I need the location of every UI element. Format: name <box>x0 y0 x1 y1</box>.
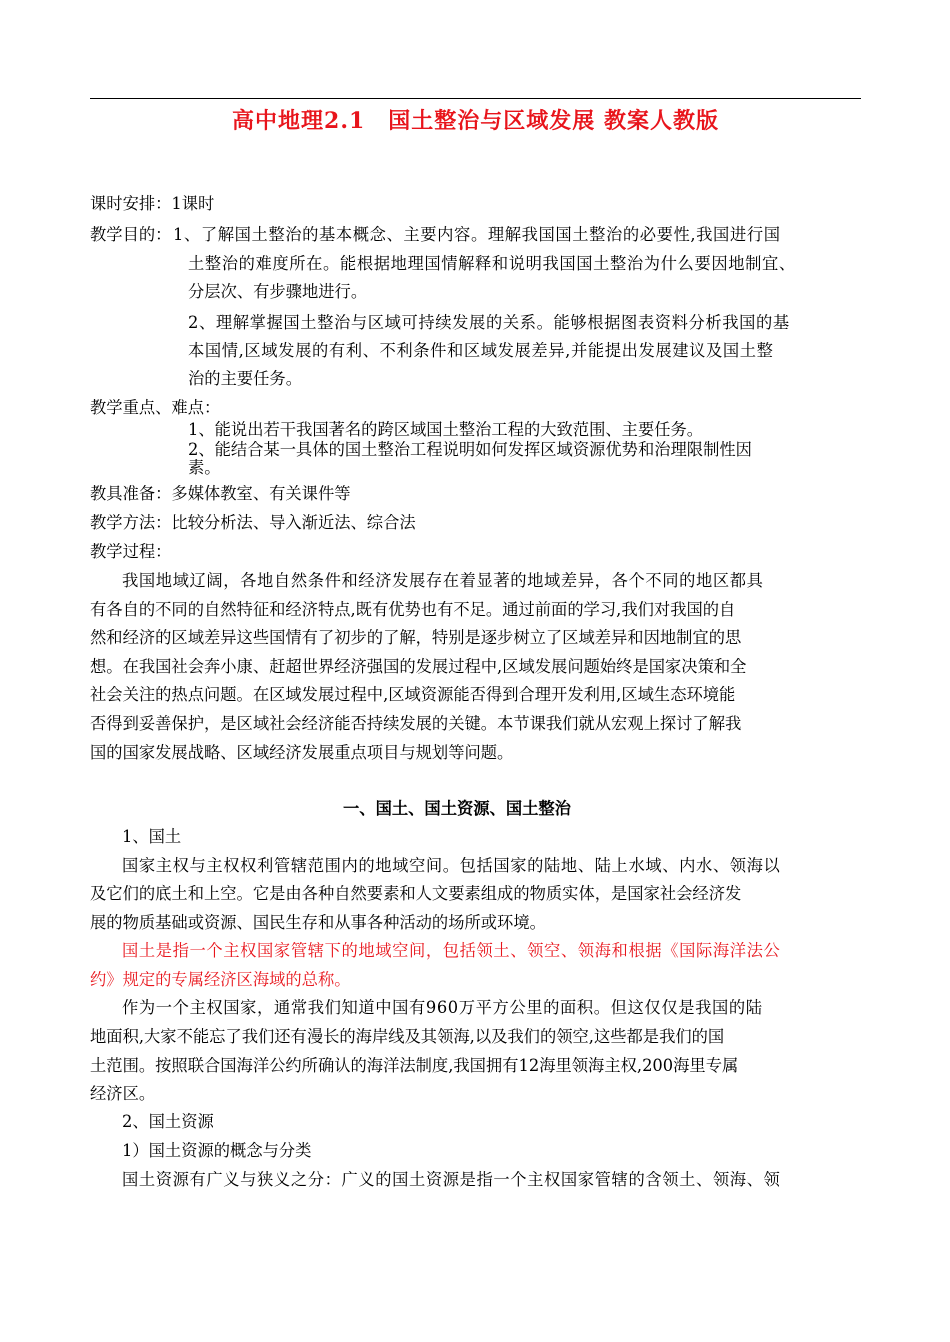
area-line-1: 作为一个主权国家，通常我们知道中国有960万平方公里的面积。但这仅仅是我国的陆 <box>122 998 763 1017</box>
territory-line-2: 及它们的底土和上空。它是由各种自然要素和人文要素组成的物质实体，是国家社会经济发 <box>90 884 742 903</box>
territory-line-3: 展的物质基础或资源、国民生存和从事各种活动的场所或环境。 <box>90 913 546 932</box>
purpose-2-line-1: 2、理解掌握国土整治与区域可持续发展的关系。能够根据图表资料分析我国的基 <box>188 313 790 332</box>
intro-line-6: 否得到妥善保护，是区域社会经济能否持续发展的关键。本节课我们就从宏观上探讨了解我 <box>90 714 742 733</box>
key-point-2: 2、能结合某一具体的国土整治工程说明如何发挥区域资源优势和治理限制性因 <box>188 440 752 459</box>
area-line-4: 经济区。 <box>90 1084 156 1103</box>
territory-line-1: 国家主权与主权权利管辖范围内的地域空间。包括国家的陆地、陆上水域、内水、领海以 <box>122 856 781 875</box>
definition-line-1: 国土是指一个主权国家管辖下的地域空间，包括领土、领空、领海和根据《国际海洋法公 <box>122 941 781 960</box>
subsection-2-1-heading: 1）国土资源的概念与分类 <box>122 1141 312 1160</box>
purpose-1-line-1: 1、了解国土整治的基本概念、主要内容。理解我国国土整治的必要性,我国进行国 <box>173 225 781 244</box>
purpose-2-line-2: 本国情,区域发展的有利、不利条件和区域发展差异,并能提出发展建议及国土整 <box>188 341 774 360</box>
intro-line-1: 我国地域辽阔，各地自然条件和经济发展存在着显著的地域差异，各个不同的地区都具 <box>122 571 764 590</box>
top-rule <box>90 98 861 99</box>
intro-line-2: 有各自的不同的自然特征和经济特点,既有优势也有不足。通过前面的学习,我们对我国的自 <box>90 600 736 619</box>
key-point-2-cont: 素。 <box>188 458 221 477</box>
key-point-1: 1、能说出若干我国著名的跨区域国土整治工程的大致范围、主要任务。 <box>188 420 704 439</box>
methods-line: 教学方法：比较分析法、导入渐近法、综合法 <box>90 513 416 532</box>
purpose-heading: 教学目的： <box>90 225 172 244</box>
purpose-1-line-3: 分层次、有步骤地进行。 <box>188 282 368 301</box>
area-line-2: 地面积,大家不能忘了我们还有漫长的海岸线及其领海,以及我们的领空,这些都是我们的国 <box>90 1027 725 1046</box>
page-title: 高中地理2.1 国土整治与区域发展 教案人教版 <box>232 108 719 134</box>
tools-line: 教具准备：多媒体教室、有关课件等 <box>90 484 351 503</box>
area-line-3: 土范围。按照联合国海洋公约所确认的海洋法制度,我国拥有12海里领海主权,200海里专属 <box>90 1056 739 1075</box>
purpose-2-line-3: 治的主要任务。 <box>188 369 302 388</box>
process-heading: 教学过程： <box>90 542 172 561</box>
intro-line-7: 国的国家发展战略、区域经济发展重点项目与规划等问题。 <box>90 743 514 762</box>
intro-line-4: 想。在我国社会奔小康、赶超世界经济强国的发展过程中,区域发展问题始终是国家决策和全 <box>90 657 747 676</box>
key-points-heading: 教学重点、难点： <box>90 398 221 417</box>
intro-line-5: 社会关注的热点问题。在区域发展过程中,区域资源能否得到合理开发利用,区域生态环境能 <box>90 685 736 704</box>
definition-line-2: 约》规定的专属经济区海域的总称。 <box>90 970 351 989</box>
section-1-heading: 一、国土、国土资源、国土整治 <box>343 799 571 818</box>
resources-line-1: 国土资源有广义与狭义之分：广义的国土资源是指一个主权国家管辖的含领土、领海、领 <box>122 1170 781 1189</box>
intro-line-3: 然和经济的区域差异这些国情有了初步的了解，特别是逐步树立了区域差异和因地制宜的思 <box>90 628 742 647</box>
subsection-2-heading: 2、国土资源 <box>122 1112 214 1131</box>
purpose-1-line-2: 土整治的难度所在。能根据地理国情解释和说明我国国土整治为什么要因地制宜、 <box>188 254 796 273</box>
schedule-line: 课时安排：1课时 <box>90 194 215 213</box>
subsection-1-heading: 1、国土 <box>122 827 182 846</box>
